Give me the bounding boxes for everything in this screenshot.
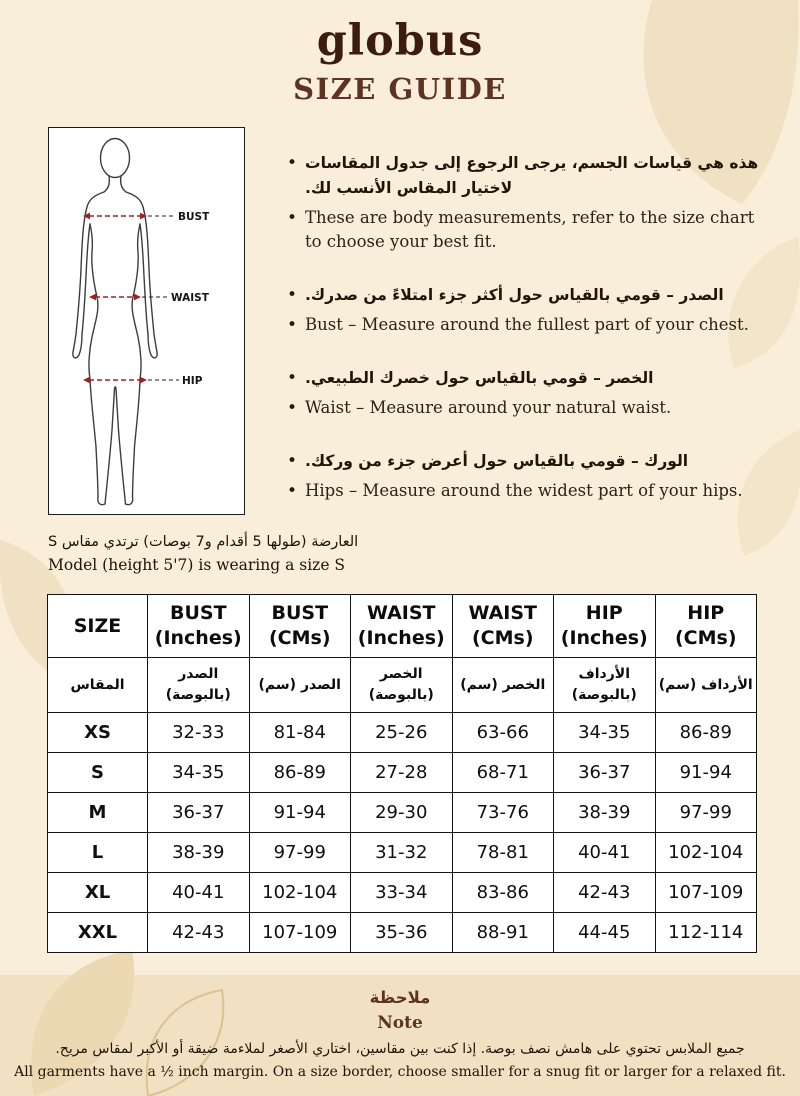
value-cell: 88-91 [452,913,554,953]
col-header-size-ar [48,658,148,713]
value-cell: 32-33 [148,713,250,753]
col-header-size [48,595,148,658]
size-cell: S [48,753,148,793]
col-header-hip-cms-ar [655,658,757,713]
table-row [48,833,757,873]
header-line: الصدر [178,666,219,682]
col-header-waist-inches-ar [351,658,453,713]
col-header-bust-cms [249,595,351,658]
size-chart-table [47,594,757,953]
value-cell: 63-66 [452,713,554,753]
note-text-english: All garments have a ½ inch margin. On a size border, choose smaller for a snug fit or larger for a relaxed fit. [14,1064,786,1080]
bust-line-label: BUST [178,211,210,223]
size-cell: M [48,793,148,833]
value-cell: 112-114 [655,913,757,953]
note-title-english: Note [377,1013,423,1033]
header-line: (CMs) [471,627,534,649]
value-cell: 25-26 [351,713,453,753]
col-header-hip-cms [655,595,757,658]
bullet-icon: • [287,451,298,471]
header-line: (بالبوصة) [368,687,434,703]
model-note-english: Model (height 5'7) is wearing a size S [48,556,346,574]
header-line: (Inches) [560,627,648,649]
header-line: BUST [271,602,329,624]
table-row [48,873,757,913]
page-title: SIZE GUIDE [293,72,507,106]
value-cell: 91-94 [249,793,351,833]
table-row [48,793,757,833]
bullet-icon: • [287,285,298,305]
instruction-overview-en [287,206,765,254]
instruction-overview-ar [287,151,765,201]
value-cell: 97-99 [655,793,757,833]
instruction-bust-ar [287,283,765,308]
value-cell: 83-86 [452,873,554,913]
value-cell: 86-89 [249,753,351,793]
instruction-text-ar: الخصر – قومي بالقياس حول خصرك الطبيعي. [305,369,654,387]
header-line: المقاس [70,676,125,693]
col-header-waist-cms-ar [452,658,554,713]
bullet-icon: • [287,315,298,335]
value-cell: 33-34 [351,873,453,913]
header-line: (Inches) [154,627,242,649]
size-cell: L [48,833,148,873]
value-cell: 107-109 [655,873,757,913]
table-row [48,753,757,793]
bullet-icon: • [287,153,298,173]
note-title-arabic: ملاحظة [369,988,431,1007]
size-cell: XL [48,873,148,913]
size-cell: XXL [48,913,148,953]
value-cell: 36-37 [148,793,250,833]
bullet-icon: • [287,208,298,228]
model-note-arabic: العارضة (طولها 5 أقدام و7 بوصات) ترتدي مقاس S [48,534,359,550]
header-line: HIP [585,602,623,624]
col-header-waist-inches [351,595,453,658]
value-cell: 29-30 [351,793,453,833]
header-line: WAIST [468,602,538,624]
value-cell: 68-71 [452,753,554,793]
header-line: الأرداف (سم) [658,676,753,693]
value-cell: 34-35 [554,713,656,753]
value-cell: 102-104 [249,873,351,913]
measurement-instructions [287,151,765,532]
bullet-icon: • [287,368,298,388]
value-cell: 78-81 [452,833,554,873]
value-cell: 97-99 [249,833,351,873]
instruction-group-bust [287,283,765,337]
instruction-text-en: Waist – Measure around your natural waist. [305,398,672,417]
value-cell: 31-32 [351,833,453,873]
value-cell: 34-35 [148,753,250,793]
value-cell: 38-39 [148,833,250,873]
instruction-group-waist [287,366,765,420]
value-cell: 44-45 [554,913,656,953]
header-line: الخصر [379,666,423,682]
value-cell: 27-28 [351,753,453,793]
table-row [48,713,757,753]
size-cell: XS [48,713,148,753]
header-line: الخصر (سم) [460,676,546,693]
measurement-diagram-box [48,127,245,515]
instruction-text-en: Bust – Measure around the fullest part of your chest. [305,315,749,334]
value-cell: 35-36 [351,913,453,953]
header-line: HIP [687,602,725,624]
value-cell: 81-84 [249,713,351,753]
table-header-arabic [48,658,757,713]
value-cell: 36-37 [554,753,656,793]
value-cell: 86-89 [655,713,757,753]
header-line: الأرداف [578,666,631,682]
col-header-bust-inches [148,595,250,658]
instruction-text-en: These are body measurements, refer to the size chart to choose your best fit. [305,208,755,251]
value-cell: 40-41 [554,833,656,873]
header-line: (CMs) [268,627,331,649]
note-section [0,985,800,1083]
instruction-waist-en [287,396,765,420]
instruction-bust-en [287,313,765,337]
header-line: (Inches) [357,627,445,649]
header-line: (بالبوصة) [571,687,637,703]
col-header-hip-inches-ar [554,658,656,713]
instruction-group-hip [287,449,765,503]
value-cell: 107-109 [249,913,351,953]
instruction-text-ar: هذه هي قياسات الجسم، يرجى الرجوع إلى جدول المقاسات لاختيار المقاس الأنسب لك. [305,154,759,197]
value-cell: 102-104 [655,833,757,873]
hip-line-label: HIP [182,375,203,387]
brand-logo: globus [316,16,484,66]
note-text-arabic: جميع الملابس تحتوي على هامش نصف بوصة. إذا كنت بين مقاسين، اختاري الأصغر لملاءمة ضيقة أو الأكبر لمقاس مريح. [55,1041,745,1057]
header-line: SIZE [73,614,122,637]
bullet-icon: • [287,481,298,501]
header-line: WAIST [366,602,436,624]
instruction-text-ar: الصدر – قومي بالقياس حول أكثر جزء امتلاءً من صدرك. [305,286,724,304]
header-line: BUST [169,602,227,624]
body-figure-illustration [49,128,243,513]
value-cell: 73-76 [452,793,554,833]
value-cell: 42-43 [148,913,250,953]
instruction-hip-ar [287,449,765,474]
instruction-waist-ar [287,366,765,391]
value-cell: 40-41 [148,873,250,913]
col-header-hip-inches [554,595,656,658]
value-cell: 91-94 [655,753,757,793]
header-line: الصدر (سم) [258,676,341,693]
waist-line-label: WAIST [171,292,209,304]
table-header-english [48,595,757,658]
instruction-group-overview [287,151,765,254]
col-header-bust-inches-ar [148,658,250,713]
model-note [48,531,568,577]
col-header-bust-cms-ar [249,658,351,713]
instruction-text-en: Hips – Measure around the widest part of your hips. [305,481,743,500]
bullet-icon: • [287,398,298,418]
table-row [48,913,757,953]
col-header-waist-cms [452,595,554,658]
instruction-text-ar: الورك – قومي بالقياس حول أعرض جزء من وركك. [305,452,689,470]
header-line: (بالبوصة) [165,687,231,703]
instruction-hip-en [287,479,765,503]
header-line: (CMs) [674,627,737,649]
value-cell: 38-39 [554,793,656,833]
value-cell: 42-43 [554,873,656,913]
